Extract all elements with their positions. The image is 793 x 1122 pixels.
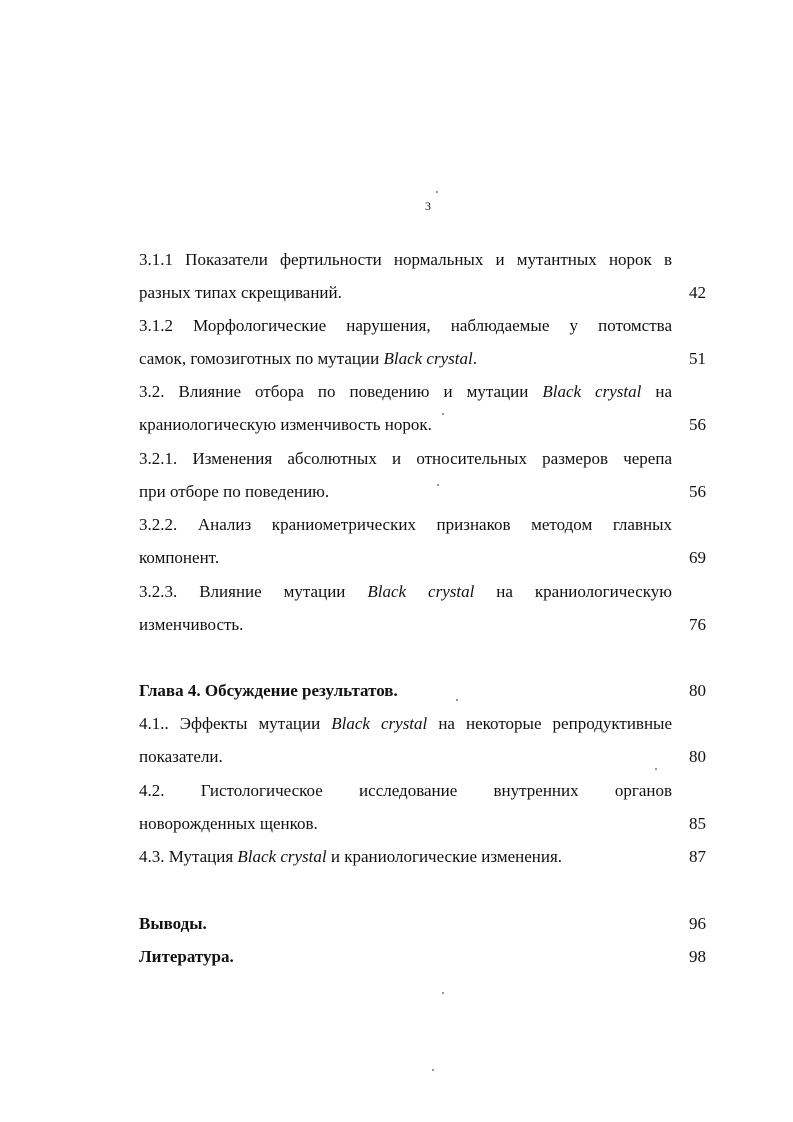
toc-page-ref: 56 <box>689 415 706 434</box>
scan-speck <box>437 484 439 486</box>
scan-speck <box>456 699 458 701</box>
toc-line: компонент. <box>139 548 220 567</box>
toc-entry-3-2-3 <box>139 581 706 637</box>
toc-page-ref: 42 <box>689 283 706 302</box>
section-heading: Выводы. <box>139 914 207 933</box>
toc-entry-4-1 <box>139 713 706 769</box>
chapter-heading: Глава 4. Обсуждение результатов. <box>139 681 398 700</box>
toc-page-ref: 85 <box>689 814 706 833</box>
toc-page-ref: 76 <box>689 615 706 634</box>
toc-line: 3.1.1 Показатели фертильности нормальных и мутантных норок в <box>139 250 672 269</box>
page-number: 3 <box>425 199 431 213</box>
toc-page-ref: 87 <box>689 847 706 866</box>
toc-entry-references <box>139 946 706 970</box>
toc-page-ref: 80 <box>689 747 706 766</box>
toc-line: 3.2.1. Изменения абсолютных и относительных размеров черепа <box>139 449 672 468</box>
toc-line: новорожденных щенков. <box>139 814 318 833</box>
toc-entry-4-2 <box>139 780 706 836</box>
toc-line: краниологическую изменчивость норок. <box>139 415 432 434</box>
toc-page-ref: 69 <box>689 548 706 567</box>
toc-page-ref: 96 <box>689 914 706 933</box>
toc-line: при отборе по поведению. <box>139 482 330 501</box>
toc-entry-3-2-1 <box>139 448 706 504</box>
scan-speck <box>432 1069 434 1071</box>
scan-speck <box>655 768 657 770</box>
toc-entry-chapter-4 <box>139 680 706 704</box>
scan-speck <box>436 191 438 193</box>
toc-line: 4.3. Мутация Black crystal и краниологические изменения. <box>139 847 563 866</box>
toc-line: 4.2. Гистологическое исследование внутренних органов <box>139 781 672 800</box>
toc-page-ref: 80 <box>689 681 706 700</box>
scan-speck <box>442 992 444 994</box>
toc-entry-3-2 <box>139 381 706 437</box>
scan-speck <box>442 413 444 415</box>
toc-line: изменчивость. <box>139 615 244 634</box>
toc-line: 3.1.2 Морфологические нарушения, наблюдаемые у потомства <box>139 316 672 335</box>
toc-line: 3.2.3. Влияние мутации Black crystal на краниологическую <box>139 582 673 601</box>
toc-line: 4.1.. Эффекты мутации Black crystal на некоторые репродуктивные <box>139 714 673 733</box>
toc-line: самок, гомозиготных по мутации Black crystal. <box>139 349 477 368</box>
toc-page-ref: 98 <box>689 947 706 966</box>
toc-entry-3-1-2 <box>139 315 706 371</box>
toc-line: показатели. <box>139 747 223 766</box>
toc-page-ref: 51 <box>689 349 706 368</box>
toc-entry-3-1-1 <box>139 249 706 305</box>
toc-entry-4-3 <box>139 846 706 870</box>
toc-line: 3.2.2. Анализ краниометрических признаков методом главных <box>139 515 672 534</box>
toc-line: 3.2. Влияние отбора по поведению и мутации Black crystal на <box>139 382 672 401</box>
section-heading: Литература. <box>139 947 234 966</box>
toc-entry-3-2-2 <box>139 514 706 570</box>
toc-line: разных типах скрещиваний. <box>139 283 342 302</box>
toc-page-ref: 56 <box>689 482 706 501</box>
toc-entry-conclusions <box>139 913 706 937</box>
